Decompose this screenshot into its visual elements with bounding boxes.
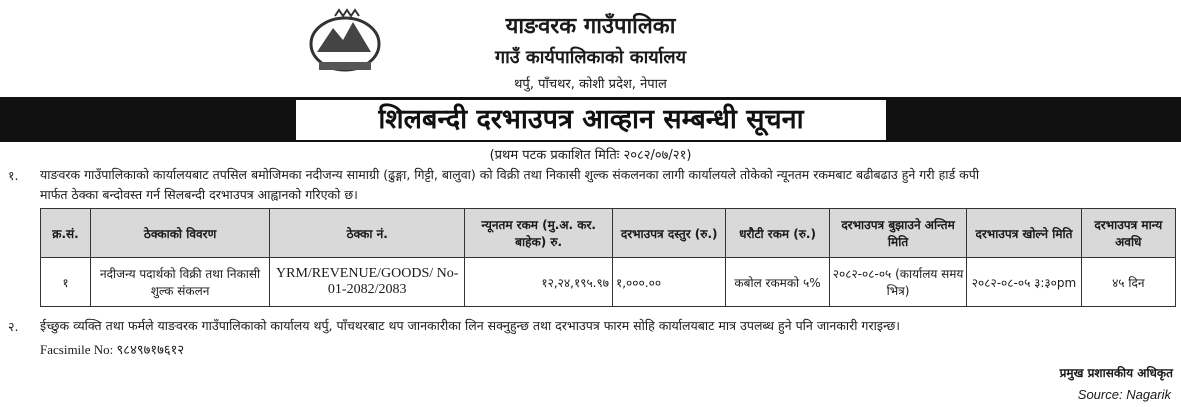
col-sn: क्र.सं. <box>41 209 91 258</box>
cell-deposit: कबोल रकमको ५% <box>726 258 829 307</box>
cell-validity: ४५ दिन <box>1081 258 1175 307</box>
address: थर्पु, पाँचथर, कोशी प्रदेश, नेपाल <box>514 77 667 92</box>
signatory-title: प्रमुख प्रशासकीय अधिकृत <box>1059 366 1173 380</box>
col-opening: दरभाउपत्र खोल्ने मिति <box>967 209 1081 258</box>
table-header-row <box>41 209 1176 258</box>
col-deadline: दरभाउपत्र बुझाउने अन्तिम मिति <box>829 209 967 258</box>
cell-sn: १ <box>41 258 91 307</box>
cell-fee: १,०००.०० <box>612 258 725 307</box>
cell-description: नदीजन्य पदार्थको विक्री तथा निकासी शुल्क संकलन <box>91 258 270 307</box>
para2-text: ईच्छुक व्यक्ति तथा फर्मले याङवरक गाउँपालिकाको कार्यालय थर्पु, पाँचथरबाट थप जानकारीका लिन सक्नुहुन्छ तथा दरभाउपत्र फारम सोहि कार्यालयबाट मात्र उपलब्ध हुने पनि जानकारी गराइन्छ। <box>40 318 901 333</box>
cell-min-amount: १२,२४,१९५.९७ <box>465 258 613 307</box>
table-row <box>41 258 1176 307</box>
col-deposit: धरौटी रकम (रु.) <box>726 209 829 258</box>
para1-number: १. <box>8 168 19 183</box>
col-validity: दरभाउपत्र मान्य अवधि <box>1081 209 1175 258</box>
col-min-amount: न्यूनतम रकम (मु.अ. कर. बाहेक) रु. <box>465 209 613 258</box>
cell-opening: २०८२-०८-०५ ३:३०pm <box>967 258 1081 307</box>
para1-line1: याङवरक गाउँपालिकाको कार्यालयबाट तपसिल बमोजिमका नदीजन्य सामाग्री (ढुङ्गा, गिट्टी, बालुवा) को विक्री तथा निकासी शुल्क संकलनका लागी कार्यालयले तोकेको न्यूनतम रकमबाट बढीबढाउ हुने गरी हार्ड कपी <box>40 167 980 182</box>
notice-header <box>0 0 1181 97</box>
facsimile-number: Facsimile No: ९८४९७१७६१२ <box>40 342 185 357</box>
para2-number: २. <box>8 319 19 334</box>
col-description: ठेक्काको विवरण <box>91 209 270 258</box>
org-name: याङवरक गाउँपालिका <box>505 14 676 39</box>
para1-line2: मार्फत ठेक्का बन्दोवस्त गर्न सिलबन्दी दरभाउपत्र आह्वानको गरिएको छ। <box>40 187 358 202</box>
title-banner <box>0 97 1181 142</box>
cell-deadline: २०८२-०८-०५ (कार्यालय समय भित्र) <box>829 258 967 307</box>
col-fee: दरभाउपत्र दस्तुर (रु.) <box>612 209 725 258</box>
col-contract-no: ठेक्का नं. <box>270 209 465 258</box>
tender-table <box>40 208 1176 307</box>
notice-title: शिलबन्दी दरभाउपत्र आव्हान सम्बन्धी सूचना <box>296 100 886 140</box>
cell-contract-no: YRM/REVENUE/GOODS/ No-01-2082/2083 <box>270 258 465 307</box>
source-credit: Source: Nagarik <box>1077 387 1171 402</box>
publication-date: (प्रथम पटक प्रकाशित मितिः २०८२/०७/२१) <box>489 148 692 163</box>
office-name: गाउँ कार्यपालिकाको कार्यालय <box>494 47 687 68</box>
